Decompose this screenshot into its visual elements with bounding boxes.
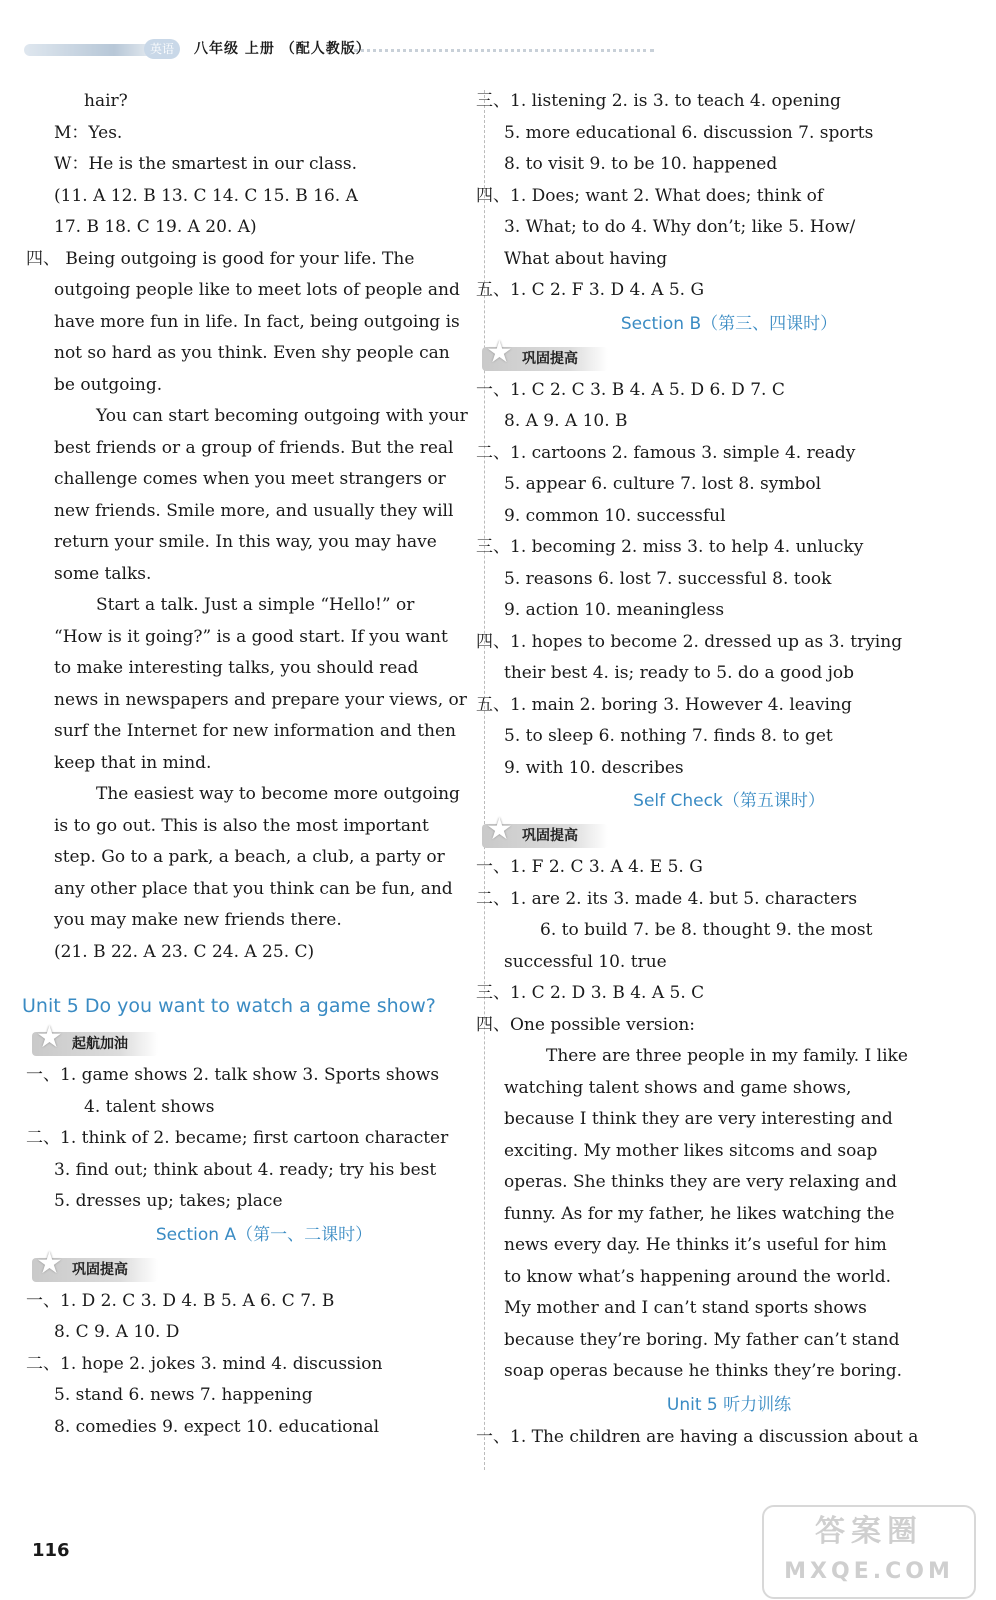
header-dotted-rule	[354, 49, 654, 52]
answer-line: 5. stand 6. news 7. happening	[54, 1385, 313, 1405]
exercise-tag-row	[486, 812, 954, 852]
answer-line: 4. talent shows	[84, 1096, 215, 1117]
right-column	[476, 86, 954, 1453]
answer-line: hair?	[84, 91, 128, 111]
answer-line: 二、1. think of 2. became; first cartoon character	[26, 1128, 449, 1148]
answer-line: have more fun in life. In fact, being outgoing is	[54, 311, 460, 332]
answer-line: to make interesting talks, you should read	[54, 658, 419, 678]
answer-line: keep that in mind.	[54, 752, 212, 773]
star-icon: ★	[36, 1245, 63, 1281]
answer-line: 8. A 9. A 10. B	[504, 411, 628, 431]
exercise-tag	[482, 812, 608, 848]
exercise-tag-label: 巩固提高	[522, 828, 578, 844]
answer-line: is to go out. This is also the most important	[54, 815, 429, 836]
answer-line: 一、1. D 2. C 3. D 4. B 5. A 6. C 7. B	[26, 1290, 335, 1311]
answer-line: funny. As for my father, he likes watching the	[504, 1203, 895, 1224]
answer-line: 二、1. are 2. its 3. made 4. but 5. characters	[476, 888, 858, 909]
watermark-url: MXQE.COM	[784, 1559, 954, 1584]
answer-line: 3. What; to do 4. Why don’t; like 5. How/	[504, 217, 856, 237]
answer-line: 三、1. C 2. D 3. B 4. A 5. C	[476, 983, 705, 1003]
star-icon: ★	[486, 812, 513, 847]
answer-line: 二、1. cartoons 2. famous 3. simple 4. ready	[476, 442, 856, 463]
answer-line: “How is it going?” is a good start. If you want	[54, 626, 448, 647]
star-icon: ★	[486, 334, 513, 370]
answer-line: return your smile. In this way, you may have	[54, 532, 437, 552]
answer-line: news every day. He thinks it’s useful for him	[504, 1235, 887, 1255]
exercise-tag-label: 起航加油	[72, 1036, 128, 1052]
section-heading: Section B（第三、四课时）	[620, 313, 838, 334]
exercise-tag-label: 巩固提高	[72, 1261, 128, 1278]
answer-line: 3. find out; think about 4. ready; try his best	[54, 1159, 437, 1180]
answer-line: soap operas because he thinks they’re boring.	[504, 1361, 903, 1381]
exercise-tag-row	[36, 1245, 474, 1286]
answer-line: 5. dresses up; takes; place	[54, 1191, 283, 1211]
answer-line: 6. to build 7. be 8. thought 9. the most	[540, 920, 873, 940]
section-heading: Self Check（第五课时）	[633, 791, 825, 811]
star-icon: ★	[36, 1020, 63, 1055]
answer-line: 四、1. hopes to become 2. dressed up as 3. trying	[476, 631, 903, 652]
exercise-tag-row	[486, 334, 954, 375]
left-column	[22, 86, 474, 1443]
answer-line: be outgoing.	[54, 374, 163, 395]
answer-line: 一、1. C 2. C 3. B 4. A 5. D 6. D 7. C	[476, 379, 785, 400]
answer-line: 一、1. The children are having a discussion about a	[476, 1426, 919, 1447]
answer-line: news in newspapers and prepare your views, or	[54, 689, 467, 710]
answer-line: 三、1. listening 2. is 3. to teach 4. opening	[476, 91, 841, 111]
answer-line: 一、1. game shows 2. talk show 3. Sports shows	[26, 1065, 440, 1085]
answer-line: 五、1. C 2. F 3. D 4. A 5. G	[476, 280, 705, 300]
answer-line: 17. B 18. C 19. A 20. A)	[54, 217, 257, 237]
answer-line: 四、1. Does; want 2. What does; think of	[476, 185, 824, 206]
answer-line: 8. comedies 9. expect 10. educational	[54, 1416, 380, 1437]
answer-line: new friends. Smile more, and usually they will	[54, 500, 454, 521]
answer-line: surf the Internet for new information and then	[54, 721, 456, 741]
answer-line: 5. to sleep 6. nothing 7. finds 8. to get	[504, 726, 833, 746]
answer-line: 9. with 10. describes	[504, 757, 684, 778]
exercise-tag	[482, 334, 608, 371]
answer-line: their best 4. is; ready to 5. do a good job	[504, 663, 855, 683]
section-heading: Unit 5 听力训练	[666, 1394, 792, 1415]
answer-line: 8. C 9. A 10. D	[54, 1322, 180, 1342]
exercise-tag	[32, 1020, 158, 1056]
answer-line: outgoing people like to meet lots of people and	[54, 280, 460, 300]
answer-line: (11. A 12. B 13. C 14. C 15. B 16. A	[54, 185, 358, 206]
page-number: 116	[32, 1540, 70, 1561]
answer-line: 二、1. hope 2. jokes 3. mind 4. discussion	[26, 1353, 383, 1374]
answer-line: Start a talk. Just a simple “Hello!” or	[96, 595, 415, 615]
answer-line: 一、1. F 2. C 3. A 4. E 5. G	[476, 857, 703, 877]
answer-line: My mother and I can’t stand sports shows	[504, 1298, 867, 1318]
answer-line: challenge comes when you meet strangers or	[54, 469, 446, 489]
header-title: 八年级 上册 （配人教版）	[194, 41, 371, 57]
answer-line: 5. reasons 6. lost 7. successful 8. took	[504, 568, 832, 589]
answer-line: 8. to visit 9. to be 10. happened	[504, 154, 778, 174]
answer-line: watching talent shows and game shows,	[504, 1077, 852, 1098]
answer-line: W：He is the smartest in our class.	[54, 154, 357, 174]
answer-line: 四、 Being outgoing is good for your life. The	[26, 248, 415, 269]
answer-line: best friends or a group of friends. But the real	[54, 437, 454, 458]
answer-line: You can start becoming outgoing with your	[96, 406, 468, 426]
unit-title: Unit 5 Do you want to watch a game show?	[22, 995, 436, 1017]
answer-line: 四、One possible version:	[476, 1014, 695, 1035]
answer-line: 三、1. becoming 2. miss 3. to help 4. unlucky	[476, 537, 864, 557]
answer-line: step. Go to a park, a beach, a club, a party or	[54, 847, 445, 867]
answer-line: some talks.	[54, 563, 152, 584]
answer-line: What about having	[504, 248, 668, 269]
answer-line: successful 10. true	[504, 951, 667, 972]
answer-line: The easiest way to become more outgoing	[96, 784, 460, 804]
subject-badge: 英语	[144, 39, 180, 59]
answer-line: 9. common 10. successful	[504, 505, 726, 526]
answer-line: There are three people in my family. I like	[546, 1046, 908, 1066]
answer-line: to know what’s happening around the world.	[504, 1266, 891, 1287]
answer-line: you may make new friends there.	[54, 910, 342, 930]
exercise-tag-row	[36, 1020, 474, 1060]
answer-line: because I think they are very interesting and	[504, 1109, 893, 1129]
answer-line: exciting. My mother likes sitcoms and soap	[504, 1140, 878, 1161]
answer-line: M：Yes.	[54, 122, 123, 143]
answer-line: because they’re boring. My father can’t stand	[504, 1329, 900, 1350]
watermark-logo	[762, 1505, 976, 1599]
answer-line: 9. action 10. meaningless	[504, 600, 725, 620]
answer-line: (21. B 22. A 23. C 24. A 25. C)	[54, 941, 315, 962]
answer-line: 5. more educational 6. discussion 7. sports	[504, 122, 874, 143]
answer-line: 五、1. main 2. boring 3. However 4. leaving	[476, 694, 852, 715]
exercise-tag	[32, 1245, 158, 1282]
answer-line: operas. She thinks they are very relaxing and	[504, 1172, 897, 1192]
exercise-tag-label: 巩固提高	[522, 350, 578, 367]
running-header	[24, 34, 664, 66]
answer-line: 5. appear 6. culture 7. lost 8. symbol	[504, 474, 822, 494]
answer-line: not so hard as you think. Even shy people can	[54, 343, 450, 363]
section-heading: Section A（第一、二课时）	[155, 1224, 373, 1245]
answer-line: any other place that you think can be fun, and	[54, 878, 453, 899]
watermark-text: 答案圈	[815, 1514, 923, 1549]
